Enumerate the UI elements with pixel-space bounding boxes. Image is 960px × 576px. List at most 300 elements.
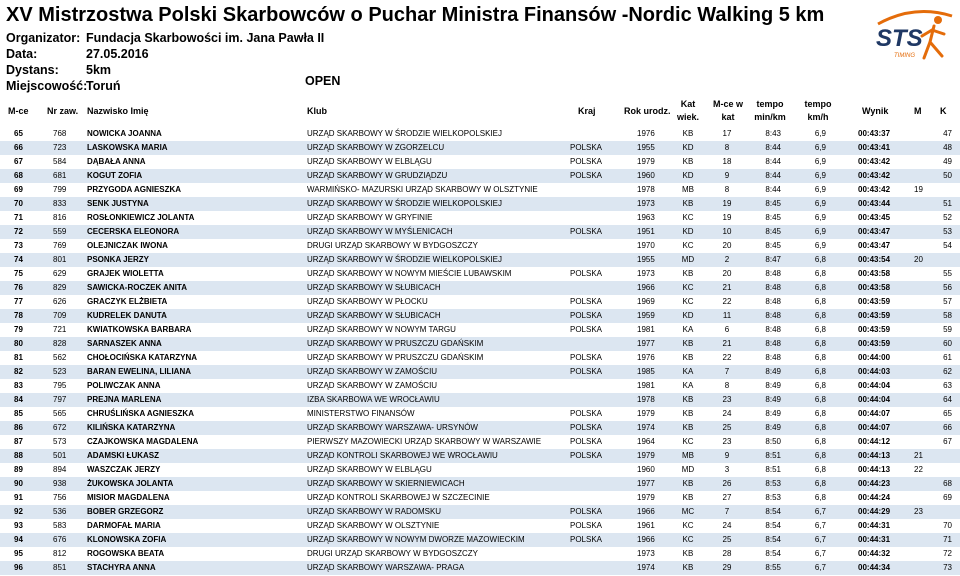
- birth-year: 1979: [637, 409, 655, 418]
- club: URZĄD SKARBOWY W NOWYM TARGU: [307, 325, 456, 334]
- position: 77: [14, 297, 23, 306]
- table-row: [0, 239, 960, 253]
- category-place: 28: [722, 549, 732, 558]
- women-place: 57: [943, 297, 952, 306]
- pace-min-km: 8:48: [765, 339, 781, 348]
- category-place: 19: [722, 199, 732, 208]
- birth-year: 1979: [637, 157, 655, 166]
- age-category: KA: [682, 381, 694, 390]
- birth-year: 1976: [637, 353, 655, 362]
- bib-number: 723: [53, 143, 67, 152]
- logo-runner-body: [922, 26, 944, 58]
- country: POLSKA: [570, 353, 603, 362]
- col-pcat-line1: M-ce w: [712, 99, 743, 109]
- position: 65: [14, 129, 23, 138]
- women-place: 58: [943, 311, 952, 320]
- birth-year: 1966: [637, 283, 655, 292]
- age-category: MB: [682, 451, 694, 460]
- table-row: [0, 309, 960, 323]
- country: POLSKA: [570, 409, 603, 418]
- category-place: 24: [722, 409, 732, 418]
- bib-number: 573: [53, 437, 67, 446]
- meta-label: Organizator:: [6, 31, 81, 45]
- pace-min-km: 8:45: [765, 213, 781, 222]
- bib-number: 559: [53, 227, 67, 236]
- col-tempo-kmh: [800, 98, 836, 124]
- competitor-name: SENK JUSTYNA: [87, 199, 149, 208]
- category-place: 27: [722, 493, 732, 502]
- club: URZĄD SKARBOWY W ELBLĄGU: [307, 465, 432, 474]
- category-place: 20: [722, 241, 732, 250]
- men-place: 19: [914, 185, 923, 194]
- col-pos: M-ce: [8, 106, 29, 116]
- category-place: 29: [722, 563, 732, 572]
- birth-year: 1978: [637, 185, 655, 194]
- finish-time: 00:44:24: [858, 493, 891, 502]
- club: URZĄD SKARBOWY W PRUSZCZU GDAŃSKIM: [307, 339, 484, 348]
- birth-year: 1979: [637, 451, 655, 460]
- women-place: 72: [943, 549, 952, 558]
- club: WARMIŃSKO- MAZURSKI URZĄD SKARBOWY W OLSZTYNIE: [307, 185, 538, 194]
- category-place: 18: [722, 157, 732, 166]
- club: URZĄD SKARBOWY W SŁUBICACH: [307, 311, 441, 320]
- col-nr: Nr zaw.: [47, 106, 79, 116]
- speed-km-h: 6,8: [814, 451, 826, 460]
- age-category: KC: [682, 521, 694, 530]
- col-country: Kraj: [578, 106, 596, 116]
- pace-min-km: 8:49: [765, 381, 781, 390]
- competitor-name: POLIWCZAK ANNA: [87, 381, 161, 390]
- col-club: Klub: [307, 106, 327, 116]
- position: 90: [14, 479, 23, 488]
- pace-min-km: 8:48: [765, 353, 781, 362]
- country: POLSKA: [570, 269, 603, 278]
- age-category: KB: [682, 157, 694, 166]
- col-pcat: [706, 98, 750, 124]
- birth-year: 1955: [637, 143, 655, 152]
- speed-km-h: 6,8: [814, 423, 826, 432]
- finish-time: 00:44:31: [858, 521, 891, 530]
- pace-min-km: 8:54: [765, 535, 781, 544]
- position: 95: [14, 549, 23, 558]
- competitor-name: WASZCZAK JERZY: [87, 465, 161, 474]
- women-place: 63: [943, 381, 952, 390]
- birth-year: 1961: [637, 521, 655, 530]
- table-row: [0, 211, 960, 225]
- competitor-name: STACHYRA ANNA: [87, 563, 156, 572]
- competitor-name: KILIŃSKA KATARZYNA: [87, 423, 176, 432]
- birth-year: 1963: [637, 213, 655, 222]
- finish-time: 00:43:42: [858, 185, 891, 194]
- club: URZĄD SKARBOWY W RADOMSKU: [307, 507, 442, 516]
- pace-min-km: 8:44: [765, 185, 781, 194]
- table-row: [0, 505, 960, 519]
- finish-time: 00:44:31: [858, 535, 891, 544]
- table-row: [0, 281, 960, 295]
- position: 88: [14, 451, 23, 460]
- speed-km-h: 6,9: [814, 185, 826, 194]
- logo-text: STS: [876, 25, 923, 52]
- women-place: 66: [943, 423, 952, 432]
- country: POLSKA: [570, 367, 603, 376]
- meta-row-place: [6, 79, 406, 95]
- bib-number: 583: [53, 521, 67, 530]
- men-place: 22: [914, 465, 923, 474]
- table-row: [0, 267, 960, 281]
- birth-year: 1981: [637, 325, 655, 334]
- bib-number: 672: [53, 423, 67, 432]
- age-category: KB: [682, 199, 694, 208]
- pace-min-km: 8:49: [765, 409, 781, 418]
- birth-year: 1966: [637, 535, 655, 544]
- competitor-name: CHOŁOCIŃSKA KATARZYNA: [87, 353, 198, 362]
- competitor-name: KWIATKOWSKA BARBARA: [87, 325, 192, 334]
- position: 89: [14, 465, 23, 474]
- speed-km-h: 6,9: [814, 171, 826, 180]
- position: 84: [14, 395, 23, 404]
- pace-min-km: 8:54: [765, 549, 781, 558]
- category-place: 25: [722, 535, 732, 544]
- table-row: [0, 379, 960, 393]
- country: POLSKA: [570, 143, 603, 152]
- age-category: KB: [682, 269, 694, 278]
- speed-km-h: 6,8: [814, 437, 826, 446]
- finish-time: 00:43:59: [858, 311, 891, 320]
- speed-km-h: 6,8: [814, 297, 826, 306]
- position: 78: [14, 311, 23, 320]
- position: 93: [14, 521, 23, 530]
- age-category: KB: [682, 339, 694, 348]
- speed-km-h: 6,9: [814, 143, 826, 152]
- competitor-name: ROGOWSKA BEATA: [87, 549, 165, 558]
- meta-row-organizer: [6, 31, 406, 47]
- women-place: 52: [943, 213, 952, 222]
- position: 85: [14, 409, 23, 418]
- category-place: 3: [724, 465, 730, 474]
- women-place: 73: [943, 563, 952, 572]
- birth-year: 1979: [637, 493, 655, 502]
- pace-min-km: 8:47: [765, 255, 781, 264]
- pace-min-km: 8:45: [765, 199, 781, 208]
- event-info: [6, 31, 406, 95]
- finish-time: 00:43:58: [858, 269, 891, 278]
- competitor-name: BOBER GRZEGORZ: [87, 507, 164, 516]
- pace-min-km: 8:50: [765, 437, 781, 446]
- age-category: KB: [682, 549, 694, 558]
- position: 83: [14, 381, 23, 390]
- club: URZĄD SKARBOWY W ELBLĄGU: [307, 157, 432, 166]
- women-place: 70: [943, 521, 952, 530]
- age-category: KB: [682, 129, 694, 138]
- table-row: [0, 141, 960, 155]
- age-category: KC: [682, 535, 694, 544]
- birth-year: 1951: [637, 227, 655, 236]
- table-row: [0, 421, 960, 435]
- club: URZĄD SKARBOWY W ŚRODZIE WIELKOPOLSKIEJ: [307, 129, 502, 138]
- bib-number: 523: [53, 367, 67, 376]
- table-row: [0, 533, 960, 547]
- competitor-name: MISIOR MAGDALENA: [87, 493, 170, 502]
- category-place: 8: [724, 381, 730, 390]
- category-place: 23: [722, 437, 732, 446]
- birth-year: 1960: [637, 171, 655, 180]
- country: POLSKA: [570, 451, 603, 460]
- position: 81: [14, 353, 23, 362]
- competitor-name: PSONKA JERZY: [87, 255, 149, 264]
- pace-min-km: 8:48: [765, 297, 781, 306]
- speed-km-h: 6,8: [814, 311, 826, 320]
- birth-year: 1978: [637, 395, 655, 404]
- speed-km-h: 6,8: [814, 325, 826, 334]
- finish-time: 00:44:34: [858, 563, 891, 572]
- category-place: 21: [722, 339, 732, 348]
- meta-label: Dystans:: [6, 63, 59, 77]
- club: MINISTERSTWO FINANSÓW: [307, 409, 415, 418]
- bib-number: 565: [53, 409, 67, 418]
- club: URZĄD KONTROLI SKARBOWEJ WE WROCŁAWIU: [307, 451, 498, 460]
- meta-row-date: [6, 47, 406, 63]
- club: DRUGI URZĄD SKARBOWY W BYDGOSZCZY: [307, 549, 478, 558]
- pace-min-km: 8:48: [765, 311, 781, 320]
- birth-year: 1974: [637, 423, 655, 432]
- position: 91: [14, 493, 23, 502]
- country: POLSKA: [570, 507, 603, 516]
- competitor-name: NOWICKA JOANNA: [87, 129, 162, 138]
- club: URZĄD KONTROLI SKARBOWEJ W SZCZECINIE: [307, 493, 490, 502]
- competitor-name: SARNASZEK ANNA: [87, 339, 162, 348]
- competitor-name: KOGUT ZOFIA: [87, 171, 143, 180]
- table-row: [0, 393, 960, 407]
- bib-number: 721: [53, 325, 67, 334]
- position: 79: [14, 325, 23, 334]
- women-place: 68: [943, 479, 952, 488]
- birth-year: 1966: [637, 507, 655, 516]
- speed-km-h: 6,7: [814, 521, 826, 530]
- finish-time: 00:44:04: [858, 381, 891, 390]
- finish-time: 00:43:41: [858, 143, 891, 152]
- competitor-name: ROSŁONKIEWICZ JOLANTA: [87, 213, 195, 222]
- category-place: 11: [722, 311, 732, 320]
- competitor-name: KUDRELEK DANUTA: [87, 311, 167, 320]
- age-category: KB: [682, 395, 694, 404]
- category-place: 7: [724, 507, 730, 516]
- speed-km-h: 6,9: [814, 227, 826, 236]
- club: URZĄD SKARBOWY W PRUSZCZU GDAŃSKIM: [307, 353, 484, 362]
- age-category: KC: [682, 283, 694, 292]
- bib-number: 801: [53, 255, 67, 264]
- country: POLSKA: [570, 171, 603, 180]
- women-place: 62: [943, 367, 952, 376]
- birth-year: 1973: [637, 549, 655, 558]
- col-pcat-line2: kat: [721, 112, 735, 122]
- club: URZĄD SKARBOWY W OLSZTYNIE: [307, 521, 440, 530]
- speed-km-h: 6,8: [814, 479, 826, 488]
- finish-time: 00:44:04: [858, 395, 891, 404]
- men-place: 20: [914, 255, 923, 264]
- birth-year: 1976: [637, 129, 655, 138]
- age-category: KB: [682, 493, 694, 502]
- age-category: MD: [681, 255, 695, 264]
- pace-min-km: 8:49: [765, 395, 781, 404]
- club: URZĄD SKARBOWY W MYŚLENICACH: [307, 227, 453, 236]
- competitor-name: DARMOFAŁ MARIA: [87, 521, 161, 530]
- category-place: 25: [722, 423, 732, 432]
- women-place: 51: [943, 199, 952, 208]
- age-category: MB: [682, 185, 694, 194]
- table-row: [0, 547, 960, 561]
- table-row: [0, 519, 960, 533]
- finish-time: 00:43:45: [858, 213, 891, 222]
- speed-km-h: 6,8: [814, 283, 826, 292]
- category-place: 19: [722, 213, 732, 222]
- age-category: KB: [682, 423, 694, 432]
- category-place: 8: [724, 185, 730, 194]
- club: URZĄD SKARBOWY W ZAMOŚCIU: [307, 367, 438, 376]
- age-category: KC: [682, 213, 694, 222]
- competitor-name: LASKOWSKA MARIA: [87, 143, 168, 152]
- birth-year: 1970: [637, 241, 655, 250]
- pace-min-km: 8:48: [765, 283, 781, 292]
- speed-km-h: 6,8: [814, 255, 826, 264]
- logo-runner-head: [934, 16, 942, 24]
- pace-min-km: 8:51: [765, 465, 781, 474]
- meta-label: Miejscowość:: [6, 79, 88, 93]
- age-category: KC: [682, 437, 694, 446]
- table-row: [0, 169, 960, 183]
- category-place: 8: [724, 143, 730, 152]
- meta-value: 5km: [86, 63, 112, 77]
- age-category: KB: [682, 479, 694, 488]
- club: URZĄD SKARBOWY W NOWYM DWORZE MAZOWIECKIM: [307, 535, 525, 544]
- competitor-name: SAWICKA-ROCZEK ANITA: [87, 283, 187, 292]
- category-place: 10: [722, 227, 732, 236]
- category-place: 7: [724, 367, 730, 376]
- category-place: 23: [722, 395, 732, 404]
- position: 70: [14, 199, 23, 208]
- women-place: 49: [943, 157, 952, 166]
- bib-number: 681: [53, 171, 67, 180]
- women-place: 48: [943, 143, 952, 152]
- speed-km-h: 6,9: [814, 213, 826, 222]
- age-category: MC: [681, 507, 695, 516]
- bib-number: 584: [53, 157, 67, 166]
- col-cat-line1: Kat: [680, 99, 696, 109]
- age-category: KD: [682, 171, 694, 180]
- finish-time: 00:44:13: [858, 465, 891, 474]
- birth-year: 1977: [637, 339, 655, 348]
- age-category: KA: [682, 325, 694, 334]
- table-row: [0, 337, 960, 351]
- club: URZĄD SKARBOWY W ZGORZELCU: [307, 143, 445, 152]
- bib-number: 828: [53, 339, 67, 348]
- category-place: 24: [722, 521, 732, 530]
- men-place: 23: [914, 507, 923, 516]
- competitor-name: ŻUKOWSKA JOLANTA: [87, 479, 174, 488]
- country: POLSKA: [570, 227, 603, 236]
- country: POLSKA: [570, 521, 603, 530]
- birth-year: 1964: [637, 437, 655, 446]
- finish-time: 00:44:00: [858, 353, 891, 362]
- bib-number: 709: [53, 311, 67, 320]
- birth-year: 1981: [637, 381, 655, 390]
- pace-min-km: 8:44: [765, 157, 781, 166]
- birth-year: 1974: [637, 563, 655, 572]
- position: 82: [14, 367, 23, 376]
- bib-number: 851: [53, 563, 67, 572]
- bib-number: 501: [53, 451, 67, 460]
- position: 68: [14, 171, 23, 180]
- women-place: 50: [943, 171, 952, 180]
- age-category: KC: [682, 241, 694, 250]
- position: 94: [14, 535, 23, 544]
- col-cat-line2: wiek.: [676, 112, 699, 122]
- birth-year: 1960: [637, 465, 655, 474]
- pace-min-km: 8:55: [765, 563, 781, 572]
- finish-time: 00:43:47: [858, 241, 891, 250]
- finish-time: 00:43:44: [858, 199, 891, 208]
- pace-min-km: 8:43: [765, 129, 781, 138]
- table-row: [0, 323, 960, 337]
- col-tempo-kmh-line1: tempo: [804, 99, 832, 109]
- competitor-name: PREJNA MARLENA: [87, 395, 162, 404]
- col-tempo-minkm-line2: min/km: [754, 112, 786, 122]
- table-row: [0, 127, 960, 141]
- speed-km-h: 6,8: [814, 367, 826, 376]
- bib-number: 799: [53, 185, 67, 194]
- table-row: [0, 295, 960, 309]
- speed-km-h: 6,9: [814, 157, 826, 166]
- category-place: 20: [722, 269, 732, 278]
- pace-min-km: 8:48: [765, 269, 781, 278]
- table-row: [0, 351, 960, 365]
- country: POLSKA: [570, 325, 603, 334]
- age-category: KC: [682, 297, 694, 306]
- club: URZĄD SKARBOWY W NOWYM MIEŚCIE LUBAWSKIM: [307, 269, 512, 278]
- birth-year: 1977: [637, 479, 655, 488]
- table-row: [0, 477, 960, 491]
- bib-number: 626: [53, 297, 67, 306]
- age-category: KD: [682, 311, 694, 320]
- club: URZĄD SKARBOWY W ŚRODZIE WIELKOPOLSKIEJ: [307, 255, 502, 264]
- women-place: 65: [943, 409, 952, 418]
- women-place: 61: [943, 353, 952, 362]
- bib-number: 629: [53, 269, 67, 278]
- meta-value: Toruń: [86, 79, 121, 93]
- club: URZĄD SKARBOWY W PŁOCKU: [307, 297, 428, 306]
- competitor-name: DĄBAŁA ANNA: [87, 157, 146, 166]
- age-category: KB: [682, 563, 694, 572]
- page-title: XV Mistrzostwa Polski Skarbowców o Puchar Ministra Finansów -Nordic Walking 5 km: [6, 4, 825, 26]
- bib-number: 829: [53, 283, 67, 292]
- competitor-name: ADAMSKI ŁUKASZ: [87, 451, 159, 460]
- pace-min-km: 8:53: [765, 493, 781, 502]
- finish-time: 00:43:47: [858, 227, 891, 236]
- country: POLSKA: [570, 157, 603, 166]
- bib-number: 894: [53, 465, 67, 474]
- finish-time: 00:44:03: [858, 367, 891, 376]
- country: POLSKA: [570, 535, 603, 544]
- table-row: [0, 449, 960, 463]
- pace-min-km: 8:49: [765, 367, 781, 376]
- pace-min-km: 8:44: [765, 143, 781, 152]
- competitor-name: OLEJNICZAK IWONA: [87, 241, 168, 250]
- meta-label: Data:: [6, 47, 38, 61]
- speed-km-h: 6,7: [814, 563, 826, 572]
- speed-km-h: 6,8: [814, 395, 826, 404]
- pace-min-km: 8:48: [765, 325, 781, 334]
- position: 76: [14, 283, 23, 292]
- position: 72: [14, 227, 23, 236]
